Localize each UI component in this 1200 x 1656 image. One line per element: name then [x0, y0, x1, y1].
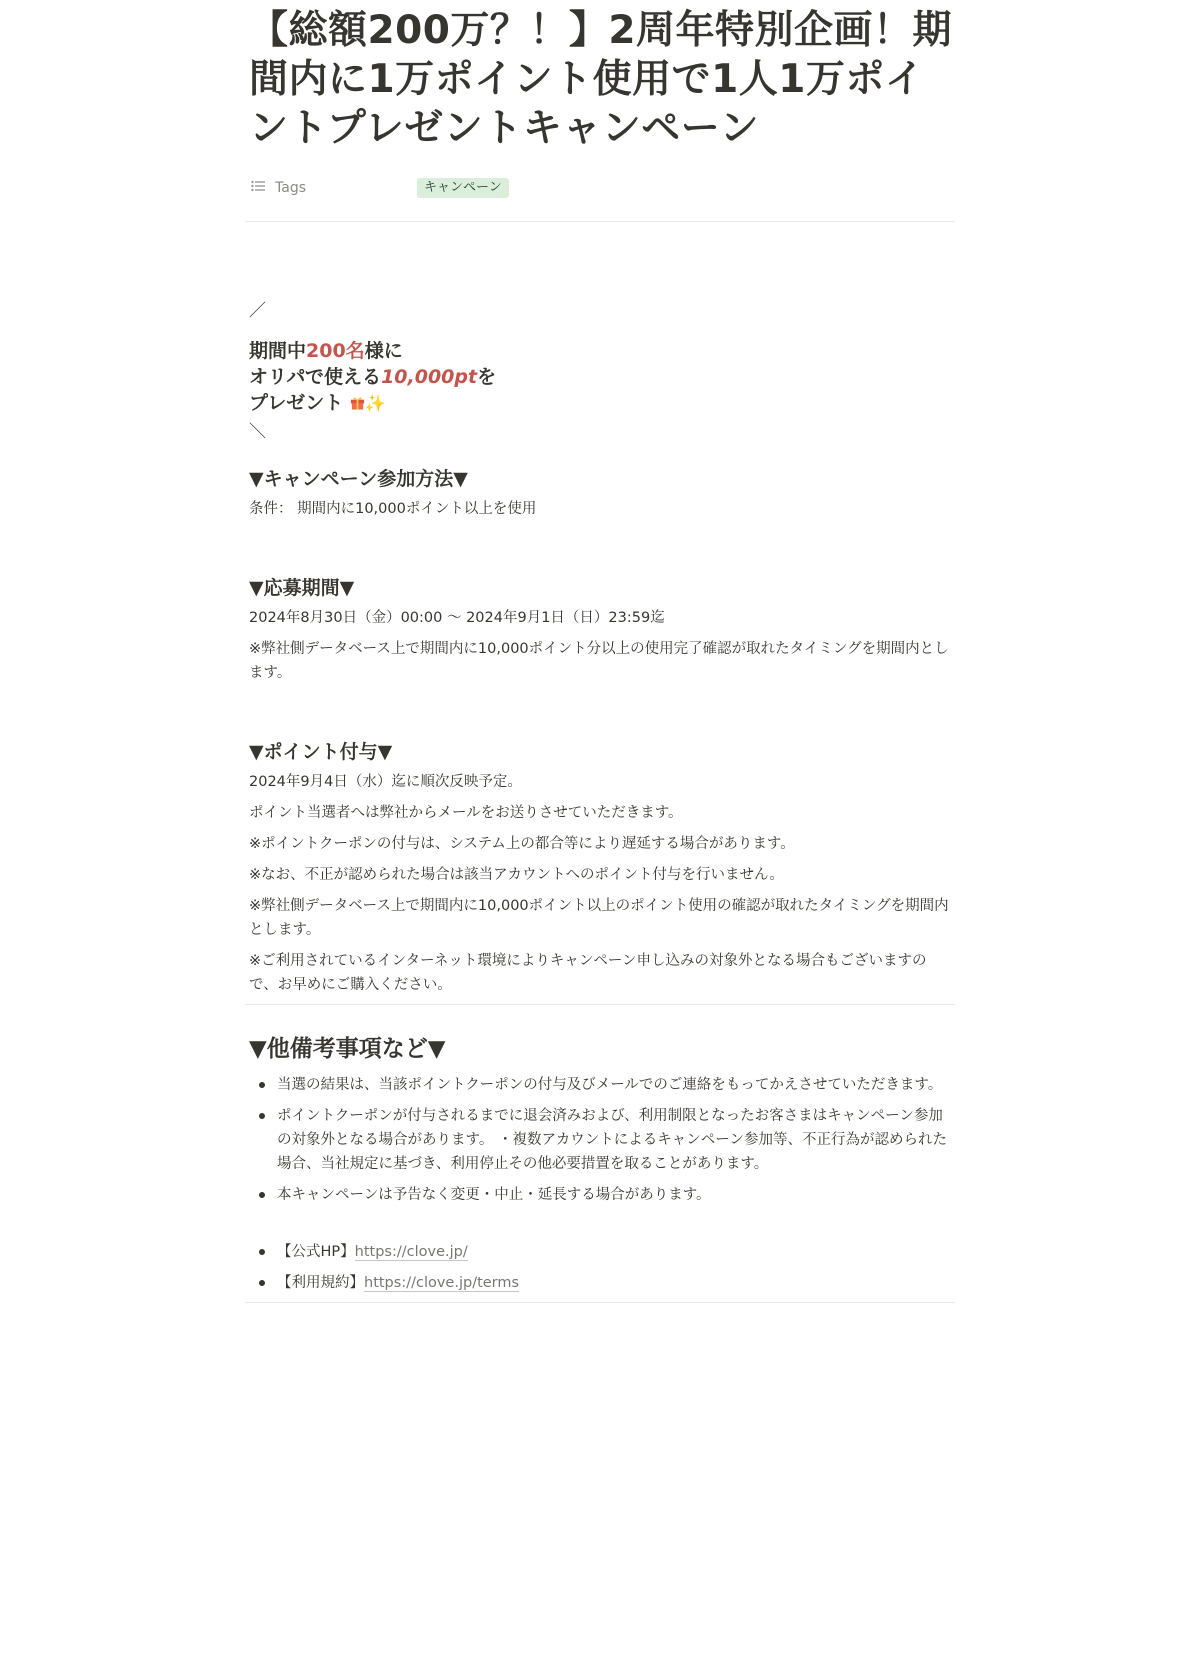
promo-block	[249, 338, 955, 417]
link-label-terms: 【利用規約】	[277, 1275, 364, 1291]
points-line: 2024年9月4日（水）迄に順次反映予定。	[249, 774, 522, 790]
period-dates: 2024年8月30日（金）00:00 〜 2024年9月1日（日）23:59迄	[249, 610, 665, 626]
official-hp-link[interactable]: https://clove.jp/	[354, 1244, 468, 1260]
section-heading-method: ▼キャンペーン参加方法▼	[249, 468, 468, 490]
bullet-icon	[259, 1280, 265, 1286]
tag-campaign[interactable]: キャンペーン	[417, 178, 509, 198]
page-content-notes	[245, 1005, 955, 1295]
gift-icon	[350, 391, 365, 406]
bullet-icon	[259, 1192, 265, 1198]
promo-slash-close: ＼	[249, 422, 266, 442]
tags-label: Tags	[275, 180, 306, 196]
promo-line-1: 期間中200名様に	[249, 340, 403, 362]
method-condition: 条件： 期間内に10,000ポイント以上を使用	[249, 501, 537, 517]
promo-slash-open: ／	[249, 301, 266, 321]
points-line: ※弊社側データベース上で期間内に10,000ポイント以上のポイント使用の確認が取れたタイミングを期間内とします。	[249, 898, 949, 938]
points-line: ポイント当選者へは弊社からメールをお送りさせていただきます。	[249, 805, 683, 821]
links-list	[249, 1240, 955, 1295]
bullet-icon	[259, 1249, 265, 1255]
promo-points: 10,000pt	[381, 366, 478, 388]
promo-winner-count: 200名	[306, 340, 365, 362]
page	[245, 0, 955, 1303]
page-properties	[245, 173, 955, 203]
section-heading-points: ▼ポイント付与▼	[249, 741, 393, 763]
bullet-icon	[259, 1113, 265, 1119]
page-content	[245, 222, 955, 997]
period-note: ※弊社側データベース上で期間内に10,000ポイント分以上の使用完了確認が取れたタイミングを期間内とします。	[249, 641, 949, 681]
link-label-official: 【公式HP】	[277, 1244, 355, 1260]
tags-property-label[interactable]	[251, 180, 417, 196]
section-heading-notes: ▼他備考事項など▼	[249, 1036, 446, 1062]
notes-list	[249, 1073, 955, 1207]
promo-line-3: プレゼント ✨	[249, 392, 387, 414]
page-title: 【総額200万？！】2周年特別企画！期間内に1万ポイント使用で1人1万ポイントプレゼントキャンペーン	[249, 8, 953, 151]
points-line: ※ご利用されているインターネット環境によりキャンペーン申し込みの対象外となる場合もございますので、お早めにご購入ください。	[249, 953, 927, 993]
section-heading-period: ▼応募期間▼	[249, 577, 355, 599]
promo-line-2: オリパで使える10,000ptを	[249, 366, 497, 388]
list-item	[249, 1240, 955, 1264]
list-item	[249, 1271, 955, 1295]
points-line: ※ポイントクーポンの付与は、システム上の都合等により遅延する場合があります。	[249, 836, 795, 852]
bullet-icon	[259, 1082, 265, 1088]
list-item: 本キャンペーンは予告なく変更・中止・延長する場合があります。	[249, 1183, 955, 1207]
sparkle-icon: ✨	[364, 394, 387, 414]
list-item: 当選の結果は、当該ポイントクーポンの付与及びメールでのご連絡をもってかえさせていただきます。	[249, 1073, 955, 1097]
terms-link[interactable]: https://clove.jp/terms	[364, 1275, 520, 1291]
divider	[245, 1302, 955, 1303]
list-icon	[251, 180, 267, 196]
points-line: ※なお、不正が認められた場合は該当アカウントへのポイント付与を行いません。	[249, 867, 784, 883]
list-item: ポイントクーポンが付与されるまでに退会済みおよび、利用制限となったお客さまはキャンペーン参加の対象外となる場合があります。 ・複数アカウントによるキャンペーン参加等、不正行為が認められた場合、当社規定に基づき、利用停止その他必要措置を取ることがあります。	[249, 1104, 955, 1176]
